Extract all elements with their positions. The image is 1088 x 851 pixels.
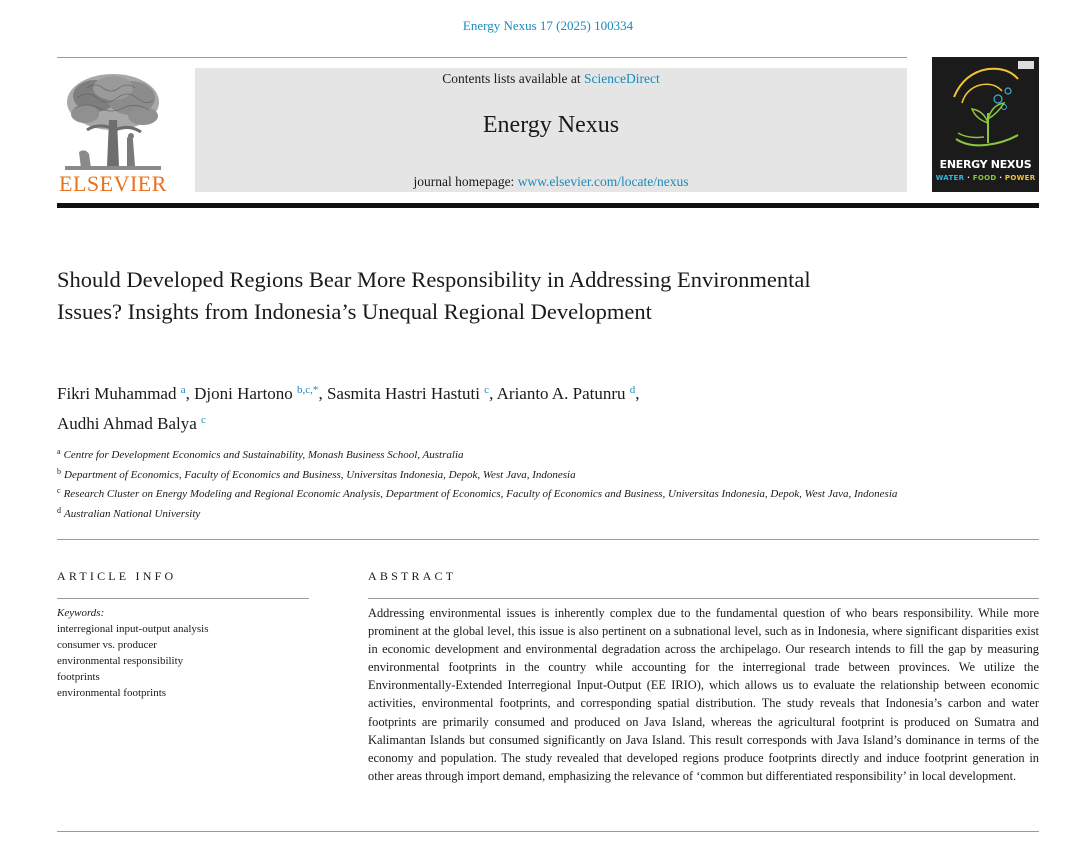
affiliation-letter: c [57, 486, 61, 496]
journal-banner [195, 68, 907, 192]
contents-prefix: Contents lists available at [442, 71, 584, 86]
journal-citation[interactable] [0, 18, 1088, 34]
affiliation-letter: a [57, 447, 61, 456]
author-name: Sasmita Hastri Hastuti [326, 384, 480, 403]
keywords-label: Keywords: [57, 607, 105, 619]
affiliation-item [57, 464, 917, 484]
affiliation-text: Australian National University [64, 507, 201, 520]
keyword: consumer vs. producer [57, 639, 157, 651]
abstract-text: Addressing environmental issues is inherently complex due to the fundamental question of who bears responsibility. While more prominent at the global level, this issue is also pertinent on a subnational level, such as in Indonesia, where significant disparities exist in economic development and environmental degradation across the archipelago. Our research intends to fill the gap by measuring environmental footprints in the country while accounting for the interregional trade between provinces. We utilize the Environmentally-Extended Interregional Input-Output (EE IRIO), which allows us to evaluate the relationship between economic activities, environmental footprints, and corresponding spatial distribution. The study reveals that Indonesia’s carbon and water footprints are primarily consumed and produced on Java Island, whereas the agricultural footprint is produced on Sumatra and Kalimantan Islands but consumed significantly on Java Island. This result corresponds with Java Island’s dominance in terms of the economy and population. The study revealed that developed regions produce footprints directly and induce footprint generation in other areas through import demand, emphasizing the relevance of ‘common but differentiated responsibility’ in local development. [368, 606, 1039, 783]
article-info-heading: ARTICLE INFO [57, 569, 177, 583]
cover-title: ENERGY NEXUS [939, 158, 1032, 171]
author-list [57, 377, 1017, 437]
affiliation-letter: d [57, 505, 61, 515]
keyword: footprints [57, 671, 100, 683]
author-separator: , [489, 384, 497, 403]
contents-line [195, 71, 907, 87]
keyword: interregional input-output analysis [57, 623, 209, 635]
cover-sub-sep: · [996, 174, 1005, 182]
author-affiliation-link[interactable]: c [484, 384, 490, 396]
author [194, 384, 327, 403]
author-name: Arianto A. Patunru [496, 384, 626, 403]
journal-homepage-link[interactable]: www.elsevier.com/locate/nexus [517, 174, 689, 189]
elsevier-wordmark[interactable]: ELSEVIER [59, 171, 167, 196]
author [497, 384, 640, 403]
cover-illustration [932, 57, 1039, 157]
author-affiliation-link[interactable]: c [201, 414, 206, 426]
author-name: Fikri Muhammad [57, 384, 177, 403]
affiliation-item [57, 503, 917, 523]
citation-link[interactable]: Energy Nexus 17 (2025) 100334 [462, 18, 634, 33]
author-affiliation-link[interactable]: b,c,* [297, 384, 319, 396]
header-thick-rule [57, 203, 1039, 208]
author-separator: , [318, 384, 327, 403]
section-divider [57, 539, 1039, 540]
cover-sub-power: POWER [1004, 174, 1036, 182]
keywords-section [57, 605, 209, 701]
author-name: Audhi Ahmad Balya [57, 414, 197, 433]
cover-sub-food: FOOD [972, 174, 997, 182]
cover-sub-sep: · [964, 174, 973, 182]
author [327, 384, 497, 403]
header-top-rule [57, 57, 907, 58]
author [57, 384, 194, 403]
author-separator: , [185, 384, 195, 403]
author [57, 414, 206, 433]
author-separator: , [635, 384, 640, 403]
abstract-heading: ABSTRACT [368, 569, 457, 583]
affiliation-text: Department of Economics, Faculty of Economics and Business, Universitas Indonesia, Depok, West Java, Indonesia [64, 468, 576, 481]
keyword: environmental footprints [57, 687, 167, 699]
article-title: Should Developed Regions Bear More Responsibility in Addressing Environmental Issues? Insights from Indonesia’s Unequal Regional Development [57, 267, 811, 324]
author-name: Djoni Hartono [194, 384, 293, 403]
journal-title: Energy Nexus [482, 112, 620, 138]
homepage-line [195, 174, 907, 190]
affiliation-item [57, 444, 917, 464]
affiliations [57, 444, 917, 522]
cover-subtitle [932, 174, 1039, 182]
keyword: environmental responsibility [57, 655, 184, 667]
affiliation-item [57, 483, 917, 503]
bottom-rule [57, 831, 1039, 832]
affiliation-text: Research Cluster on Energy Modeling and Regional Economic Analysis, Department of Economics, Faculty of Economics and Business, Universitas Indonesia, Depok, West Java, Indonesia [63, 488, 898, 501]
author-affiliation-link[interactable]: d [629, 384, 636, 396]
abstract-rule [368, 598, 1039, 599]
cover-sub-water: WATER [935, 174, 965, 182]
author-affiliation-link[interactable]: a [180, 384, 186, 396]
sciencedirect-link[interactable]: ScienceDirect [584, 71, 660, 86]
article-info-rule [57, 598, 309, 599]
journal-cover-thumbnail[interactable] [932, 57, 1039, 192]
affiliation-text: Centre for Development Economics and Sustainability, Monash Business School, Australia [63, 449, 464, 461]
homepage-prefix: journal homepage: [413, 174, 518, 189]
affiliation-letter: b [57, 466, 61, 476]
